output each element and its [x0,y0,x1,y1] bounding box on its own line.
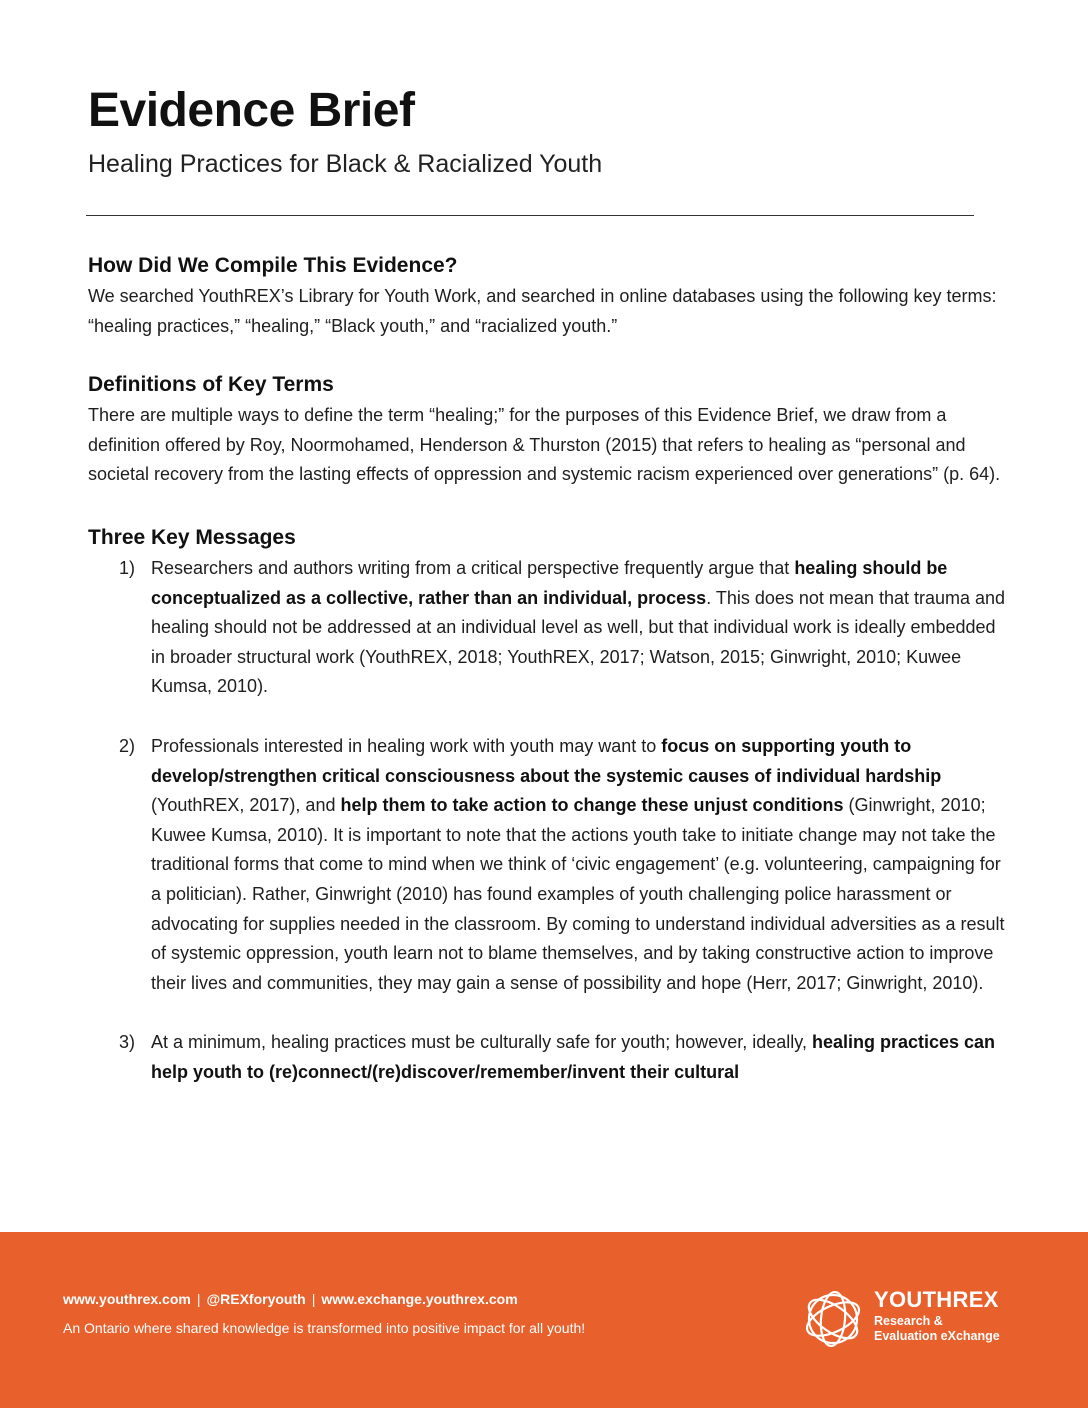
youthrex-logo [800,1286,1030,1352]
exchange-website-link[interactable]: www.exchange.youthrex.com [321,1291,518,1307]
message-text: (YouthREX, 2017), and [151,795,341,816]
footer-banner [0,1232,1088,1408]
key-message-item [88,732,1008,998]
section-compile-evidence [88,250,1008,341]
logo-line-1: Research & [874,1314,943,1328]
page-title: Evidence Brief [88,84,415,137]
message-text: . This does not mean that trauma and healing should not be addressed at an individual level as well, but that individual work is ideally embedded in broader structural work (YouthREX, 2018; YouthREX, 2017; Watson, 2015; Ginwright, 2010; Kuwee Kumsa, 2010). [151,587,1006,697]
footer-tagline: An Ontario where shared knowledge is transformed into positive impact for all youth! [63,1320,586,1336]
key-message-item [88,1028,1008,1087]
section-heading: How Did We Compile This Evidence? [88,254,458,277]
key-messages-list [88,554,1008,1088]
link-separator: | [196,1291,201,1307]
section-body: We searched YouthREX’s Library for Youth Work, and searched in online databases using the following key terms: “healing practices,” “healing,” “Black youth,” and “racialized youth.” [88,286,997,336]
section-heading: Definitions of Key Terms [88,373,334,397]
message-emphasis: healing should be conceptualized as a collective, rather than an individual, process [151,557,948,608]
section-key-messages [88,522,1008,1088]
link-separator: | [311,1291,316,1307]
section-heading: Three Key Messages [88,525,296,549]
list-number: 2) [119,735,136,756]
page-subtitle: Healing Practices for Black & Racialized Youth [88,150,603,178]
key-message-item [88,554,1008,702]
message-text: At a minimum, healing practices must be culturally safe for youth; however, ideally, [151,1032,812,1053]
message-text: (Ginwright, 2010; Kuwee Kumsa, 2010). It is important to note that the actions youth take to initiate change may not take the traditional forms that come to mind when we think of ‘civic engagement’ (e.g. volunteering, campaigning for a politician). Rather, Ginwright (2010) has found examples of youth challenging police harassment or advocating for supplies needed in the classroom. By coming to understand individual adversities as a result of systemic oppression, youth learn not to blame themselves, and by taking constructive action to improve their lives and communities, they may gain a sense of possibility and hope (Herr, 2017; Ginwright, 2010). [151,795,1005,993]
message-emphasis: healing practices can help youth to (re)connect/(re)discover/remember/invent their cultural [151,1032,996,1082]
interlocking-rings-logo-icon [800,1286,866,1352]
twitter-handle-link[interactable]: @REXforyouth [206,1291,306,1307]
website-link[interactable]: www.youthrex.com [63,1291,191,1307]
message-text: Researchers and authors writing from a critical perspective frequently argue that [151,557,795,578]
message-text: Professionals interested in healing work with youth may want to [151,735,662,756]
section-definitions [88,369,1008,490]
message-emphasis: help them to take action to change these unjust conditions [340,795,844,816]
title-divider [86,215,974,216]
message-emphasis: focus on supporting youth to develop/strengthen critical consciousness about the systemic causes of individual hardship [151,735,942,786]
section-body: There are multiple ways to define the term “healing;” for the purposes of this Evidence Brief, we draw from a definition offered by Roy, Noormohamed, Henderson & Thurston (2015) that refers to healing as “personal and societal recovery from the lasting effects of oppression and systemic racism experienced over generations” (p. 64). [88,405,1001,485]
list-number: 3) [119,1032,136,1053]
list-number: 1) [119,557,136,578]
footer-links [63,1289,518,1309]
main-content [88,250,1008,1117]
logo-name: YOUTHREX [874,1287,999,1312]
logo-line-2: Evaluation eXchange [874,1329,1000,1343]
